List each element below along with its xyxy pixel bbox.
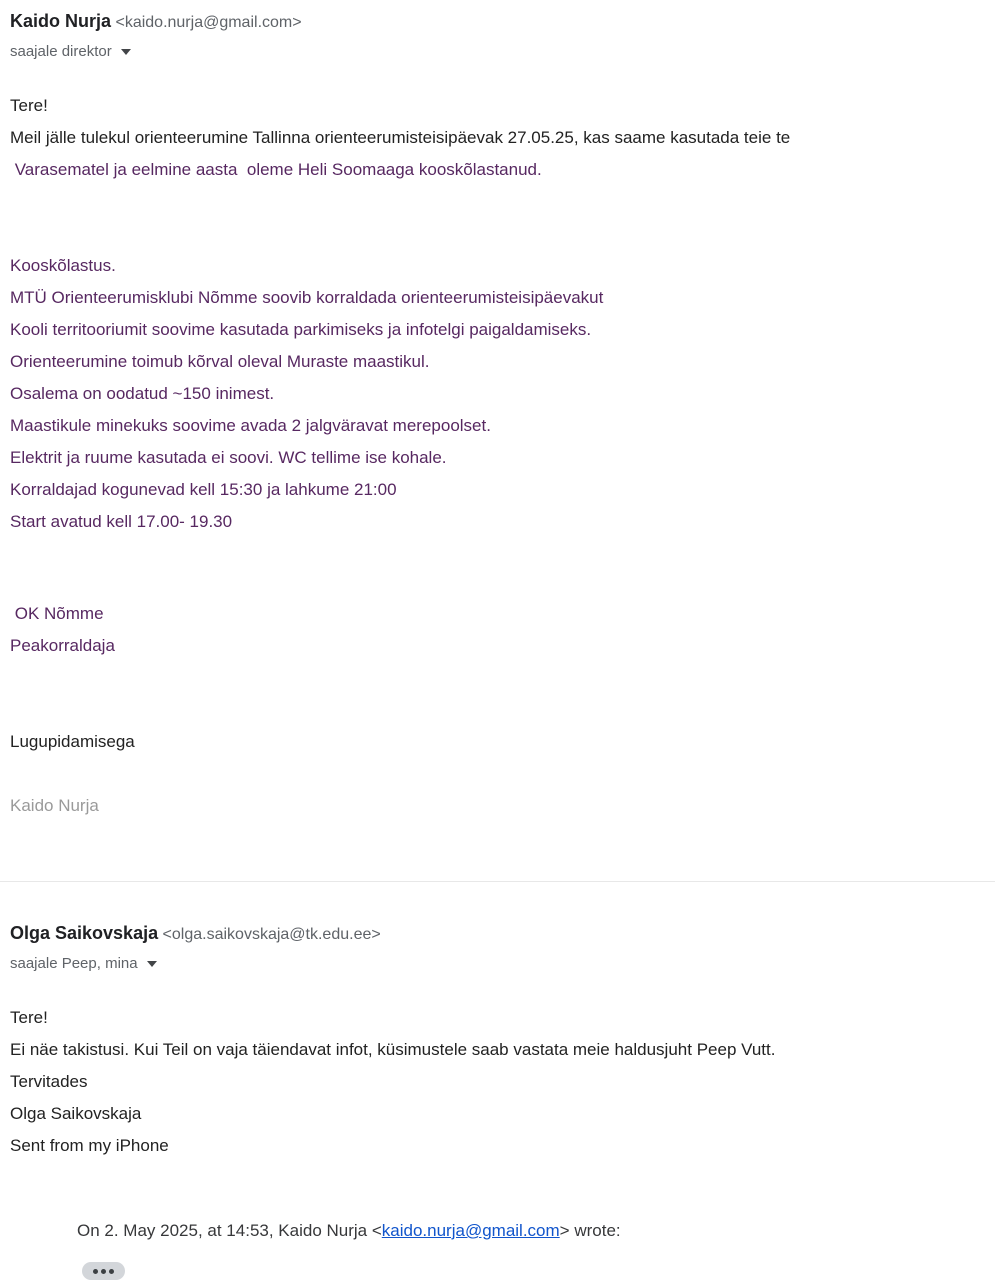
body-text-line: Kooskõlastus. bbox=[10, 256, 116, 275]
chevron-down-icon bbox=[121, 49, 131, 55]
body-text-line: Sent from my iPhone bbox=[10, 1136, 169, 1155]
spacer bbox=[10, 758, 995, 790]
ellipsis-icon bbox=[109, 1269, 114, 1274]
body-text-line: Start avatud kell 17.00- 19.30 bbox=[10, 512, 233, 531]
ellipsis-icon bbox=[101, 1269, 106, 1274]
body-text-line: Orienteerumine toimub kõrval oleval Muraste maastikul. bbox=[10, 352, 430, 371]
email-message-2 bbox=[10, 920, 995, 1280]
show-trimmed-content-button[interactable] bbox=[82, 1262, 125, 1280]
email1-body bbox=[10, 90, 995, 822]
email1-header bbox=[10, 8, 995, 62]
email2-body bbox=[10, 1002, 995, 1162]
ellipsis-icon bbox=[93, 1269, 98, 1274]
body-text-line: Korraldajad kogunevad kell 15:30 ja lahkume 21:00 bbox=[10, 480, 397, 499]
chevron-down-icon bbox=[147, 961, 157, 967]
greeting-text: Tere! bbox=[10, 96, 48, 115]
message-divider bbox=[0, 881, 995, 882]
sender-name: Kaido Nurja bbox=[10, 11, 112, 31]
body-text-line: Ei näe takistusi. Kui Teil on vaja täiendavat infot, küsimustele saab vastata meie haldusjuht Peep Vutt. bbox=[10, 1040, 776, 1059]
body-text-line: Osalema on oodatud ~150 inimest. bbox=[10, 384, 275, 403]
recipient-label: saajale direktor bbox=[10, 43, 112, 60]
recipient-label: saajale Peep, mina bbox=[10, 955, 138, 972]
email2-sender-line bbox=[10, 920, 995, 948]
body-text-line: Elektrit ja ruume kasutada ei soovi. WC tellime ise kohale. bbox=[10, 448, 447, 467]
signoff-role: Peakorraldaja bbox=[10, 636, 115, 655]
quote-prefix: On 2. May 2025, at 14:53, Kaido Nurja < bbox=[77, 1221, 382, 1240]
body-text-line: Maastikule minekuks soovime avada 2 jalgväravat merepoolset. bbox=[10, 416, 491, 435]
quoted-email-link[interactable]: kaido.nurja@gmail.com bbox=[381, 1221, 560, 1240]
recipient-dropdown[interactable] bbox=[10, 954, 157, 974]
spacer bbox=[10, 538, 995, 598]
recipient-dropdown[interactable] bbox=[10, 42, 131, 62]
quoted-message-attribution bbox=[10, 1218, 995, 1244]
spacer bbox=[10, 662, 995, 726]
quote-suffix: > wrote: bbox=[559, 1221, 621, 1240]
body-text-line: Tere! bbox=[10, 1008, 48, 1027]
signature-text: Kaido Nurja bbox=[10, 796, 99, 815]
sender-email: <kaido.nurja@gmail.com> bbox=[115, 14, 302, 31]
body-text-line: Kooli territooriumit soovime kasutada parkimiseks ja infotelgi paigaldamiseks. bbox=[10, 320, 592, 339]
sender-email: <olga.saikovskaja@tk.edu.ee> bbox=[162, 926, 381, 943]
body-text-line: Tervitades bbox=[10, 1072, 88, 1091]
regards-text: Lugupidamisega bbox=[10, 732, 135, 751]
body-text-line: Olga Saikovskaja bbox=[10, 1104, 142, 1123]
sender-name: Olga Saikovskaja bbox=[10, 923, 159, 943]
intro-text: Meil jälle tulekul orienteerumine Tallinna orienteerumisteisipäevak 27.05.25, kas saame kasutada teie te bbox=[10, 128, 791, 147]
email-message-1 bbox=[10, 8, 995, 822]
email2-header bbox=[10, 920, 995, 974]
signoff-org: OK Nõmme bbox=[10, 604, 104, 623]
email1-sender-line bbox=[10, 8, 995, 36]
body-text-line: MTÜ Orienteerumisklubi Nõmme soovib korraldada orienteerumisteisipäevakut bbox=[10, 288, 604, 307]
intro-purple-text: Varasematel ja eelmine aasta oleme Heli Soomaaga kooskõlastanud. bbox=[10, 160, 542, 179]
spacer bbox=[10, 186, 995, 250]
